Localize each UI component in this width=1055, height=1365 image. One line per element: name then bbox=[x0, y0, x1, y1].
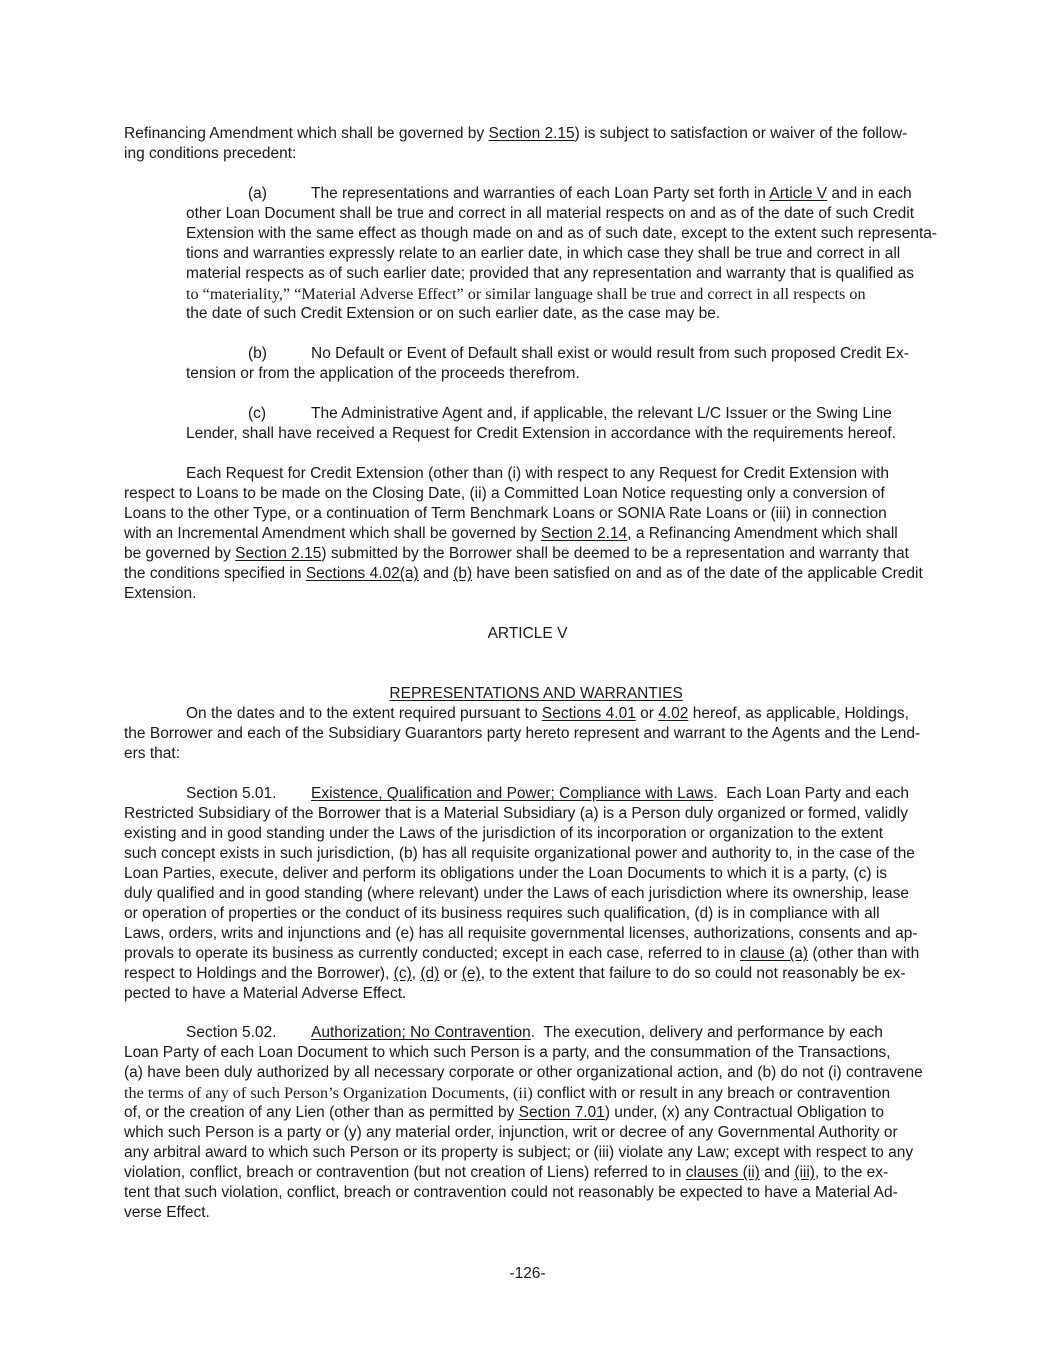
text-segment: and in each bbox=[827, 185, 912, 202]
text-segment: be governed by bbox=[124, 545, 236, 562]
text-segment: and bbox=[759, 1164, 795, 1181]
section-5-01-heading: Existence, Qualification and Power; Compliance with Laws bbox=[311, 785, 714, 802]
condition-a-label: (a) bbox=[248, 185, 267, 202]
text-line bbox=[311, 184, 912, 204]
text-segment: Loan Parties, execute, deliver and perform its obligations under the Loan Documents to which it is a party, (c) is bbox=[124, 865, 888, 882]
text-segment: Loans to the other Type, or a continuation of Term Benchmark Loans or SONIA Rate Loans or (iii) in connection bbox=[124, 505, 887, 522]
text-line bbox=[124, 144, 296, 164]
text-segment: which such Person is a party or (y) any material order, injunction, writ or decree of any Governmental Authority or bbox=[124, 1124, 898, 1141]
text-segment: , to the extent that failure to do so could not reasonably be ex- bbox=[480, 965, 906, 982]
text-segment: Extension. bbox=[124, 585, 197, 602]
text-segment: such concept exists in such jurisdiction, (b) has all requisite organizational power and authority to, in the case of the bbox=[124, 845, 915, 862]
cross-reference: Section 2.15 bbox=[235, 545, 322, 562]
text-segment: or operation of properties or the conduct of its business requires such qualification, (d) is in compliance with all bbox=[124, 905, 880, 922]
text-segment: hereof, as applicable, Holdings, bbox=[688, 705, 909, 722]
text-segment: The representations and warranties of each Loan Party set forth in bbox=[311, 185, 770, 202]
text-segment: verse Effect. bbox=[124, 1204, 210, 1221]
text-line bbox=[186, 224, 937, 244]
text-segment: tent that such violation, conflict, breach or contravention could not reasonably be expected to have a Material Ad- bbox=[124, 1184, 898, 1201]
text-segment: , a Refinancing Amendment which shall bbox=[627, 525, 898, 542]
cross-reference: Section 7.01 bbox=[518, 1104, 605, 1121]
text-line bbox=[186, 464, 889, 484]
text-segment: with an Incremental Amendment which shall be governed by bbox=[124, 525, 542, 542]
text-line bbox=[124, 1143, 913, 1163]
text-line bbox=[124, 1123, 898, 1143]
text-line bbox=[124, 544, 909, 564]
text-line bbox=[124, 524, 898, 544]
text-line bbox=[186, 424, 896, 444]
text-line bbox=[186, 364, 580, 384]
section-5-01-number: Section 5.01. bbox=[186, 785, 277, 802]
text-segment: existing and in good standing under the Laws of the jurisdiction of its incorporation or organization to the extent bbox=[124, 825, 884, 842]
text-line bbox=[186, 704, 909, 724]
text-segment: or bbox=[635, 705, 659, 722]
text-line bbox=[124, 1163, 888, 1183]
text-line bbox=[124, 1203, 210, 1223]
text-segment: material respects as of such earlier date; provided that any representation and warranty that is qualified as bbox=[186, 265, 915, 282]
text-segment: other Loan Document shall be true and correct in all material respects on and as of the date of such Credit bbox=[186, 205, 915, 222]
article-title-text: REPRESENTATIONS AND WARRANTIES bbox=[389, 685, 683, 702]
text-segment: Restricted Subsidiary of the Borrower that is a Material Subsidiary (a) is a Person duly organized or formed, validly bbox=[124, 805, 908, 822]
cross-reference: clauses (ii) bbox=[685, 1164, 760, 1181]
text-segment: , to the ex- bbox=[814, 1164, 889, 1181]
section-5-01-first-line bbox=[311, 784, 909, 804]
text-line bbox=[124, 844, 915, 864]
text-segment: have been satisfied on and as of the date of the applicable Credit bbox=[472, 565, 923, 582]
text-segment: Lender, shall have received a Request for Credit Extension in accordance with the requirements hereof. bbox=[186, 425, 896, 442]
text-line bbox=[124, 1183, 898, 1203]
cross-reference: 4.02 bbox=[658, 705, 689, 722]
text-segment: Extension with the same effect as though made on and as of such date, except to the extent such representa- bbox=[186, 225, 938, 242]
page-number: -126- bbox=[509, 1265, 546, 1282]
text-line bbox=[186, 244, 900, 264]
text-line bbox=[124, 1103, 884, 1123]
condition-c-label: (c) bbox=[248, 405, 267, 422]
cross-reference: Sections 4.01 bbox=[541, 705, 636, 722]
cross-reference: (iii) bbox=[794, 1164, 815, 1181]
text-line bbox=[124, 124, 907, 144]
text-segment: respect to Holdings and the Borrower), bbox=[124, 965, 394, 982]
text-segment: (a) have been duly authorized by all necessary corporate or other organizational action, and (b) do not (i) contravene bbox=[124, 1064, 923, 1081]
section-5-02-first-line bbox=[311, 1023, 883, 1043]
text-line bbox=[124, 584, 196, 604]
text-segment: ers that: bbox=[124, 745, 180, 762]
text-segment: ) under, (x) any Contractual Obligation to bbox=[604, 1104, 884, 1121]
cross-reference: (c) bbox=[393, 965, 412, 982]
cross-reference: Section 2.15 bbox=[488, 125, 575, 142]
text-line bbox=[124, 804, 908, 824]
text-line bbox=[311, 404, 892, 424]
text-segment: the date of such Credit Extension or on such earlier date, as the case may be. bbox=[186, 305, 721, 322]
text-segment: the conditions specified in bbox=[124, 565, 306, 582]
text-segment: respect to Loans to be made on the Closing Date, (ii) a Committed Loan Notice requesting only a conversion of bbox=[124, 485, 885, 502]
text-line bbox=[124, 1083, 890, 1103]
text-line bbox=[186, 304, 720, 324]
text-segment: No Default or Event of Default shall exist or would result from such proposed Credit Ex- bbox=[311, 345, 909, 362]
text-line bbox=[311, 344, 909, 364]
text-line bbox=[124, 1063, 923, 1083]
text-line bbox=[124, 984, 406, 1004]
cross-reference: Sections 4.02(a) bbox=[305, 565, 419, 582]
text-segment: The Administrative Agent and, if applicable, the relevant L/C Issuer or the Swing Line bbox=[311, 405, 892, 422]
cross-reference: (d) bbox=[420, 965, 440, 982]
text-segment: violation, conflict, breach or contravention (but not creation of Liens) referred to in bbox=[124, 1164, 686, 1181]
text-segment: and bbox=[418, 565, 454, 582]
cross-reference: (b) bbox=[453, 565, 473, 582]
cross-reference: Section 2.14 bbox=[541, 525, 628, 542]
condition-b-label: (b) bbox=[248, 345, 267, 362]
text-segment: the Borrower and each of the Subsidiary Guarantors party hereto represent and warrant to the Agents and the Lend- bbox=[124, 725, 921, 742]
section-5-02-heading: Authorization; No Contravention bbox=[311, 1024, 531, 1041]
section-5-01-first-rest: . Each Loan Party and each bbox=[713, 785, 909, 802]
text-line bbox=[124, 944, 919, 964]
text-line bbox=[124, 564, 923, 584]
text-segment: On the dates and to the extent required pursuant to bbox=[186, 705, 542, 722]
cross-reference: (e) bbox=[461, 965, 481, 982]
text-segment: Refinancing Amendment which shall be governed by bbox=[124, 125, 489, 142]
text-line bbox=[186, 264, 914, 284]
text-segment: any arbitral award to which such Person or its property is subject; or (iii) violate any Law; except with respect to any bbox=[124, 1144, 914, 1161]
text-segment: or bbox=[439, 965, 462, 982]
text-segment: duly qualified and in good standing (where relevant) under the Laws of each jurisdiction where its ownership, lease bbox=[124, 885, 909, 902]
text-line bbox=[124, 924, 918, 944]
text-segment: conflict with or result in any breach or contravention bbox=[536, 1085, 891, 1102]
text-line bbox=[124, 744, 180, 764]
text-line bbox=[124, 884, 909, 904]
text-segment: (other than with bbox=[808, 945, 920, 962]
text-segment: Each Request for Credit Extension (other than (i) with respect to any Request for Credit Extension with bbox=[186, 465, 890, 482]
text-segment: , bbox=[411, 965, 421, 982]
text-segment: the terms of any of such Person’s Organization Documents, (ii) bbox=[124, 1084, 537, 1102]
text-segment: of, or the creation of any Lien (other than as permitted by bbox=[124, 1104, 519, 1121]
section-5-02-number: Section 5.02. bbox=[186, 1024, 277, 1041]
text-line bbox=[124, 864, 887, 884]
text-segment: ) submitted by the Borrower shall be deemed to be a representation and warranty that bbox=[321, 545, 909, 562]
text-line bbox=[124, 724, 920, 744]
text-segment: ) is subject to satisfaction or waiver of the follow- bbox=[574, 125, 908, 142]
text-segment: tension or from the application of the proceeds therefrom. bbox=[186, 365, 580, 382]
text-segment: pected to have a Material Adverse Effect. bbox=[124, 985, 407, 1002]
text-line bbox=[124, 1043, 891, 1063]
section-5-02-first-rest: . The execution, delivery and performance by each bbox=[530, 1024, 883, 1041]
text-line bbox=[186, 204, 914, 224]
text-line bbox=[124, 504, 887, 524]
cross-reference: Article V bbox=[769, 185, 828, 202]
text-segment: provals to operate its business as currently conducted; except in each case, referred to in bbox=[124, 945, 741, 962]
article-number: ARTICLE V bbox=[487, 625, 568, 642]
text-segment: tions and warranties expressly relate to an earlier date, in which case they shall be true and correct in all bbox=[186, 245, 901, 262]
text-segment: Loan Party of each Loan Document to which such Person is a party, and the consummation of the Transactions, bbox=[124, 1044, 891, 1061]
text-segment: ing conditions precedent: bbox=[124, 145, 297, 162]
text-line bbox=[124, 904, 880, 924]
text-segment: to “materiality,” “Material Adverse Effect” or similar language shall be true and correct in all respects on bbox=[186, 285, 866, 303]
text-line bbox=[124, 964, 905, 984]
text-line bbox=[186, 284, 866, 304]
cross-reference: clause (a) bbox=[740, 945, 809, 962]
text-line bbox=[124, 824, 883, 844]
text-line bbox=[124, 484, 885, 504]
text-segment: Laws, orders, writs and injunctions and (e) has all requisite governmental licenses, authorizations, consents and ap- bbox=[124, 925, 918, 942]
